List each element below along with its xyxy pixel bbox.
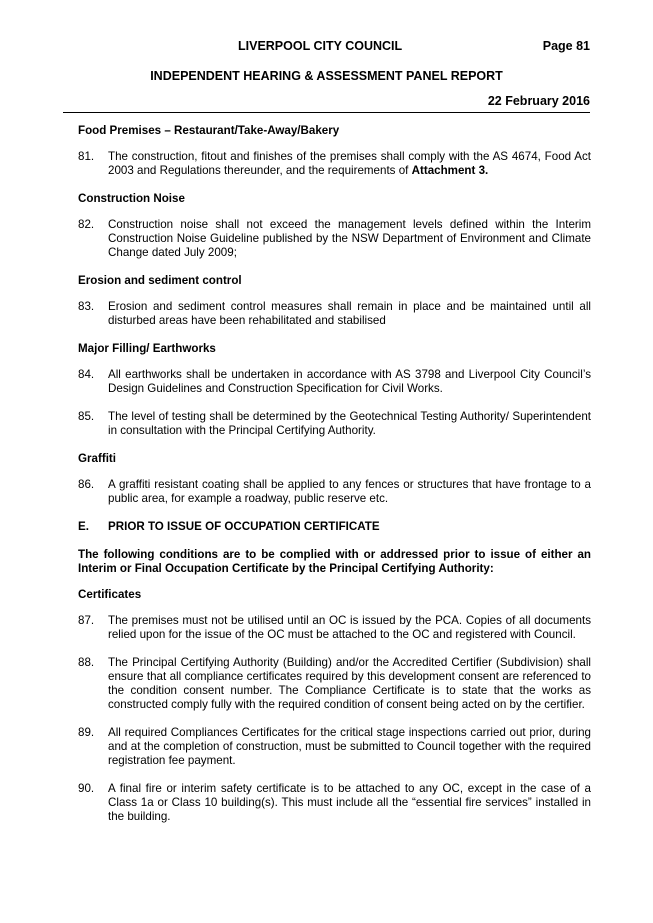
- header-rule: [63, 112, 590, 113]
- section-intro: The following conditions are to be complied with or addressed prior to issue of either an Interim or Final Occupation Certificate by the Principal Certifying Authority:: [78, 548, 591, 575]
- condition-text: All earthworks shall be undertaken in accordance with AS 3798 and Liverpool City Council’s Design Guidelines and Construction Specification for Civil Works.: [108, 368, 591, 395]
- condition-text: Erosion and sediment control measures shall remain in place and be maintained until all disturbed areas have been rehabilitated and stabilised: [108, 300, 591, 327]
- condition-number: 84.: [78, 368, 95, 381]
- condition-item: [78, 614, 591, 642]
- condition-text: All required Compliances Certificates for the critical stage inspections carried out prior, during and at the completion of construction, must be submitted to Council together with the required registration fee payment.: [108, 726, 591, 767]
- condition-number: 85.: [78, 410, 95, 423]
- condition-item: [78, 478, 591, 506]
- attachment-ref: Attachment 3.: [411, 164, 489, 177]
- condition-item: [78, 218, 591, 260]
- section-heading: Construction Noise: [78, 192, 185, 205]
- condition-number: 89.: [78, 726, 95, 739]
- condition-item: [78, 410, 591, 438]
- condition-text: The premises must not be utilised until an OC is issued by the PCA. Copies of all documents relied upon for the issue of the OC must be attached to the OC and registered with Council.: [108, 614, 591, 641]
- condition-text: A final fire or interim safety certificate is to be attached to any OC, except in the case of a Class 1a or Class 10 building(s). This must include all the “essential fire services” installed in the building.: [108, 782, 591, 823]
- section-heading: Food Premises – Restaurant/Take-Away/Bakery: [78, 124, 340, 137]
- condition-number: 88.: [78, 656, 95, 669]
- condition-number: 82.: [78, 218, 95, 231]
- condition-text: Construction noise shall not exceed the management levels defined within the Interim Construction Noise Guideline published by the NSW Department of Environment and Climate Change dated July 2009;: [108, 218, 591, 259]
- document-body: [78, 124, 591, 838]
- section-heading: Major Filling/ Earthworks: [78, 342, 216, 355]
- report-title: INDEPENDENT HEARING & ASSESSMENT PANEL REPORT: [150, 69, 503, 83]
- section-letter: E.: [78, 520, 89, 533]
- condition-text: The construction, fitout and finishes of the premises shall comply with the AS 4674, Food Act 2003 and Regulations thereunder, and the requirements of Attachment 3.: [108, 150, 591, 177]
- condition-text: The Principal Certifying Authority (Building) and/or the Accredited Certifier (Subdivision) shall ensure that all compliance certificates required by this development consent are referenced to the condition consent number. The Compliance Certificate is to state that the works as constructed comply fully with the required condition of consent being acted on by the certifier.: [108, 656, 591, 711]
- section-heading: Graffiti: [78, 452, 117, 465]
- condition-item: [78, 150, 591, 178]
- condition-text: A graffiti resistant coating shall be applied to any fences or structures that have frontage to a public area, for example a roadway, public reserve etc.: [108, 478, 591, 505]
- major-section-heading: [78, 520, 591, 534]
- condition-item: [78, 300, 591, 328]
- condition-text: The level of testing shall be determined by the Geotechnical Testing Authority/ Superintendent in consultation with the Principal Certifying Authority.: [108, 410, 591, 437]
- condition-number: 90.: [78, 782, 95, 795]
- condition-number: 87.: [78, 614, 95, 627]
- condition-number: 86.: [78, 478, 95, 491]
- condition-item: [78, 726, 591, 768]
- condition-item: [78, 782, 591, 824]
- condition-item: [78, 368, 591, 396]
- section-heading: Certificates: [78, 588, 142, 601]
- condition-item: [78, 656, 591, 712]
- section-heading: Erosion and sediment control: [78, 274, 242, 287]
- condition-number: 81.: [78, 150, 95, 163]
- report-date: 22 February 2016: [487, 94, 590, 108]
- condition-number: 83.: [78, 300, 95, 313]
- section-title: PRIOR TO ISSUE OF OCCUPATION CERTIFICATE: [108, 520, 380, 533]
- page-number: Page 81: [542, 39, 590, 53]
- council-name: LIVERPOOL CITY COUNCIL: [238, 39, 403, 53]
